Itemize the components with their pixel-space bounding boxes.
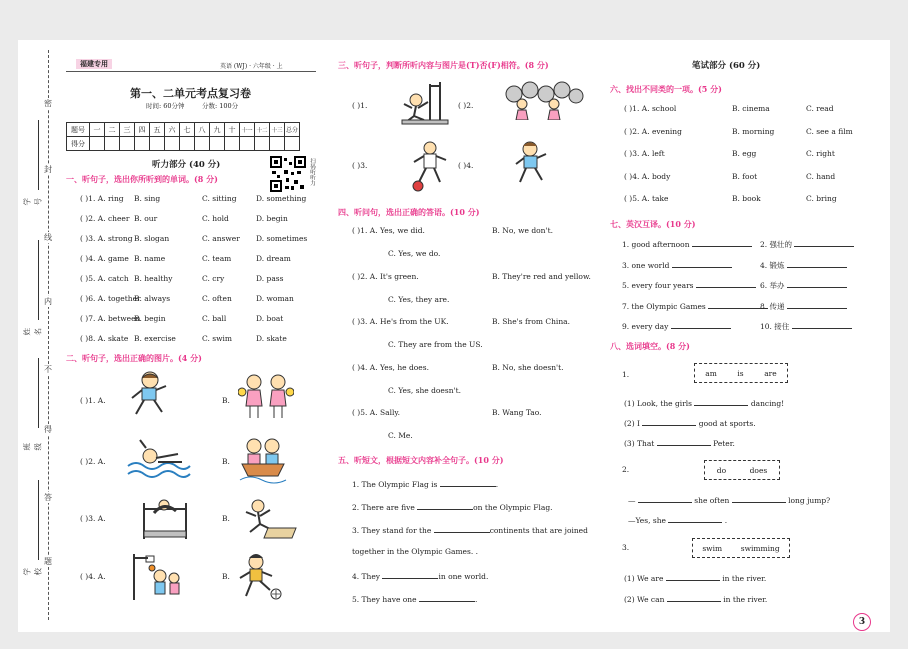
option-text[interactable]: C. swim <box>202 334 233 343</box>
option-text[interactable]: B. egg <box>732 149 757 158</box>
boat-kids-picture <box>238 434 288 484</box>
page-number: 3 <box>853 613 871 631</box>
option-a[interactable]: ( )4. A. Yes, he does. <box>352 362 429 372</box>
running-kid-picture <box>512 140 550 188</box>
soccer-boy-picture <box>410 140 450 192</box>
swimming-boy-picture <box>126 436 192 482</box>
answer-blank[interactable] <box>417 501 473 510</box>
option-text[interactable]: C. ball <box>202 314 227 323</box>
option-text[interactable]: ( )2. A. cheer <box>80 214 130 223</box>
subject-line: 英语 (WJ) · 六年级 · 上 <box>220 63 283 70</box>
option-text[interactable]: C. right <box>806 149 835 158</box>
list-item <box>624 194 884 217</box>
option-text[interactable]: B. sing <box>134 194 161 203</box>
basketball-kids-picture <box>130 550 182 602</box>
s8-g1-line1: (1) Look, the girls dancing! <box>624 399 785 408</box>
section-3-title: 三、听句子，判断所听内容与图片是(T)否(F)相符。(8 分) <box>338 60 549 70</box>
long-jump-picture <box>238 498 298 540</box>
s8-g2-line2: —Yes, she . <box>628 516 728 525</box>
seal-char: 封 <box>44 165 52 174</box>
option-text[interactable]: D. boat <box>256 314 284 323</box>
qr-caption: 扫码听听力 <box>309 158 315 186</box>
answer-blank[interactable] <box>787 300 847 309</box>
s8-g1-line2: (2) I good at sports. <box>624 419 756 428</box>
answer-blank[interactable] <box>440 478 496 487</box>
option-text[interactable]: C. cry <box>202 274 225 283</box>
answer-blank[interactable] <box>667 593 721 602</box>
answer-blank[interactable] <box>671 320 731 329</box>
sentence: 4. They in one world. <box>352 572 489 581</box>
option-text[interactable]: B. healthy <box>134 274 173 283</box>
seal-char: 密 <box>44 99 52 108</box>
s2-q1-label: ( )1. A. <box>80 396 106 405</box>
section-5-title: 五、听短文，根据短文内容补全句子。(10 分) <box>338 455 504 465</box>
option-text[interactable]: C. read <box>806 104 834 113</box>
binding-margin <box>18 40 66 632</box>
class-label: 班级 <box>22 443 43 451</box>
answer-blank[interactable] <box>419 593 475 602</box>
option-text[interactable]: B. begin <box>134 314 166 323</box>
s8-group3-wordbox: swim swimming <box>692 538 790 558</box>
option-text[interactable]: B. our <box>134 214 158 223</box>
s8-g1-line3: (3) That Peter. <box>624 439 735 448</box>
school-label: 学校 <box>22 568 43 576</box>
answer-blank[interactable] <box>787 279 847 288</box>
option-c[interactable]: C. Yes, we do. <box>388 249 441 258</box>
option-a[interactable]: ( )1. A. Yes, we did. <box>352 226 425 235</box>
seal-char: 内 <box>44 297 52 306</box>
running-boy-picture <box>128 370 170 420</box>
cheerleaders-picture <box>504 80 584 120</box>
option-text[interactable]: B. slogan <box>134 234 170 243</box>
writing-title: 笔试部分 (60 分) <box>692 61 761 71</box>
name-label: 姓名 <box>22 328 43 336</box>
list-item <box>352 317 602 363</box>
option-c[interactable]: C. Yes, she doesn't. <box>388 385 461 395</box>
s8-group1-wordbox: am is are <box>694 363 788 383</box>
s2-q3-label: ( )3. A. <box>80 514 106 523</box>
option-text[interactable]: C. hold <box>202 214 229 223</box>
option-text[interactable]: ( )3. A. strong <box>80 234 133 243</box>
score-info: 分数: 100分 <box>202 102 239 110</box>
s8-g2-line1: — she often long jump? <box>628 496 831 505</box>
option-text[interactable]: ( )5. A. take <box>624 194 669 203</box>
option-text[interactable]: B. always <box>134 294 171 303</box>
option-text[interactable]: C. often <box>202 294 232 303</box>
answer-blank[interactable] <box>668 514 722 523</box>
section-4-title: 四、听问句，选出正确的答语。(10 分) <box>338 207 480 217</box>
s2-q2-label: ( )2. A. <box>80 457 106 466</box>
term-text: 6. 举办 <box>760 281 785 290</box>
option-text[interactable]: ( )3. A. left <box>624 149 665 158</box>
s8-group1-num: 1. <box>622 370 630 379</box>
option-a[interactable]: ( )5. A. Sally. <box>352 408 400 417</box>
list-item <box>352 363 602 409</box>
option-text[interactable]: C. hand <box>806 171 836 181</box>
section-2-title: 二、听句子，选出正确的图片。(4 分) <box>66 353 202 363</box>
list-item <box>80 334 320 354</box>
list-item <box>80 254 320 274</box>
list-item <box>352 272 602 318</box>
list-item <box>624 127 884 150</box>
option-a[interactable]: ( )2. A. It's green. <box>352 271 419 281</box>
list-item <box>622 320 882 341</box>
answer-blank[interactable] <box>657 437 711 446</box>
answer-blank[interactable] <box>382 570 438 579</box>
option-text[interactable]: ( )7. A. between <box>80 314 141 323</box>
answer-blank[interactable] <box>638 494 692 503</box>
list-item <box>352 408 602 454</box>
high-jump-picture <box>138 495 192 539</box>
s2-q1-b-label: B. <box>222 396 230 405</box>
option-text[interactable]: D. dream <box>256 254 291 263</box>
list-item <box>80 214 320 234</box>
section-1-list <box>80 194 320 354</box>
time-info: 时间: 60分钟 <box>146 102 185 110</box>
option-text[interactable]: B. foot <box>732 171 758 181</box>
option-text[interactable]: D. skate <box>256 334 287 343</box>
term-text: 7. the Olympic Games <box>622 301 706 311</box>
option-b[interactable]: B. Wang Tao. <box>492 408 542 417</box>
list-item <box>622 238 882 259</box>
option-text[interactable]: ( )2. A. evening <box>624 126 682 136</box>
listening-title: 听力部分 (40 分) <box>152 160 221 170</box>
option-text[interactable]: C. see a film <box>806 126 853 136</box>
score-table: 题号 一 二 三 四 五 六 七 八 九 十 十一 十二 十三 总分 得分 <box>66 122 300 151</box>
option-text[interactable]: ( )1. A. school <box>624 104 677 113</box>
option-text[interactable]: C. bring <box>806 194 837 203</box>
option-text[interactable]: ( )4. A. body <box>624 171 671 181</box>
option-text[interactable]: C. sitting <box>202 194 237 203</box>
s2-q4-b-label: B. <box>222 572 230 581</box>
option-b[interactable]: B. No, we don't. <box>492 226 553 235</box>
s2-q3-b-label: B. <box>222 514 230 523</box>
section-7-title: 七、英汉互译。(10 分) <box>610 219 696 229</box>
list-item <box>80 274 320 294</box>
list-item <box>80 314 320 334</box>
option-text[interactable]: D. begin <box>256 214 288 223</box>
list-item <box>622 279 882 300</box>
option-text[interactable]: D. pass <box>256 274 284 283</box>
answer-blank[interactable] <box>732 494 786 503</box>
term-text: 9. every day <box>622 322 669 331</box>
term-text: 1. good afternoon <box>622 240 690 249</box>
list-item <box>622 300 882 321</box>
section-5-list <box>352 478 612 616</box>
option-text[interactable]: C. team <box>202 254 232 263</box>
option-text[interactable]: D. woman <box>256 294 294 303</box>
term-text: 3. one world <box>622 260 670 270</box>
option-text[interactable]: D. sometimes <box>256 234 308 243</box>
seal-char: 不 <box>44 365 52 374</box>
option-text[interactable]: B. morning <box>732 126 775 136</box>
option-text[interactable]: ( )5. A. catch <box>80 274 129 283</box>
sentence: 3. They stand for the continents that are joined <box>352 526 588 535</box>
s3-q3-label: ( )3. <box>352 161 368 170</box>
option-b[interactable]: B. No, she doesn't. <box>492 362 564 372</box>
seal-char: 答 <box>44 493 52 502</box>
term-text: 10. 接住 <box>760 322 790 331</box>
hurdle-picture <box>400 80 452 126</box>
seal-char: 得 <box>44 425 52 434</box>
s2-q4-label: ( )4. A. <box>80 572 106 581</box>
option-text[interactable]: C. answer <box>202 234 240 243</box>
s8-g3-line1: (1) We are in the river. <box>624 574 767 583</box>
answer-blank[interactable] <box>792 320 852 329</box>
answer-blank[interactable] <box>787 259 847 268</box>
s2-q2-b-label: B. <box>222 457 230 466</box>
option-text[interactable]: ( )8. A. skate <box>80 334 129 343</box>
list-item <box>624 104 884 127</box>
student-number-label: 学号 <box>22 198 43 206</box>
qr-code[interactable] <box>270 156 306 192</box>
list-item <box>80 194 320 214</box>
option-c[interactable]: C. Me. <box>388 431 413 440</box>
term-text: 2. 强壮的 <box>760 240 793 249</box>
answer-blank[interactable] <box>642 417 696 426</box>
option-c[interactable]: C. They are from the US. <box>388 340 483 349</box>
answer-blank[interactable] <box>434 524 490 533</box>
section-6-list <box>624 104 884 217</box>
sentence: 1. The Olympic Flag is . <box>352 480 499 489</box>
s3-q4-label: ( )4. <box>458 161 474 170</box>
option-text[interactable]: D. something <box>256 194 307 203</box>
s3-q2-label: ( )2. <box>458 101 474 110</box>
option-text[interactable]: B. cinema <box>732 104 770 113</box>
section-8-title: 八、选词填空。(8 分) <box>610 341 690 351</box>
term-text: 4. 锻炼 <box>760 260 785 270</box>
cheering-girls-picture <box>238 370 294 420</box>
s3-q1-label: ( )1. <box>352 101 368 110</box>
answer-blank[interactable] <box>672 259 732 268</box>
list-item <box>624 149 884 172</box>
seal-char: 线 <box>44 233 52 242</box>
answer-blank[interactable] <box>694 397 748 406</box>
list-item <box>80 234 320 254</box>
section-7-list <box>622 238 882 341</box>
answer-blank[interactable] <box>666 572 720 581</box>
list-item <box>352 226 602 272</box>
option-b[interactable]: B. She's from China. <box>492 317 571 326</box>
seal-char: 题 <box>44 557 52 566</box>
s8-group2-wordbox: do does <box>704 460 780 480</box>
s8-g3-line2: (2) We can in the river. <box>624 595 768 604</box>
exam-sheet <box>18 40 890 632</box>
s8-group3-num: 3. <box>622 543 630 552</box>
edition-badge: 福建专用 <box>76 59 112 69</box>
football-boy-picture <box>232 552 286 602</box>
section-1-title: 一、听句子，选出你所听到的单词。(8 分) <box>66 174 218 184</box>
option-text[interactable]: ( )4. A. game <box>80 254 129 263</box>
sentence: 2. There are five on the Olympic Flag. <box>352 503 553 512</box>
answer-blank[interactable] <box>696 279 756 288</box>
option-a[interactable]: ( )3. A. He's from the UK. <box>352 317 449 326</box>
s8-group2-num: 2. <box>622 465 630 474</box>
option-text[interactable]: B. book <box>732 194 761 203</box>
sentence: together in the Olympic Games. . <box>352 547 478 556</box>
list-item <box>622 259 882 280</box>
option-text[interactable]: ( )1. A. ring <box>80 194 124 203</box>
term-text: 5. every four years <box>622 281 694 290</box>
option-b[interactable]: B. They're red and yellow. <box>492 271 591 281</box>
section-4-list <box>352 226 602 454</box>
option-c[interactable]: C. Yes, they are. <box>388 294 450 304</box>
term-text: 8. 传递 <box>760 301 785 311</box>
option-text[interactable]: B. exercise <box>134 334 176 343</box>
page-title: 第一、二单元考点复习卷 <box>130 87 251 100</box>
answer-blank[interactable] <box>692 238 752 247</box>
option-text[interactable]: B. name <box>134 254 166 263</box>
answer-blank[interactable] <box>794 238 854 247</box>
sentence: 5. They have one . <box>352 595 478 604</box>
list-item <box>80 294 320 314</box>
list-item <box>624 172 884 195</box>
option-text[interactable]: ( )6. A. together <box>80 294 141 303</box>
section-6-title: 六、找出不同类的一项。(5 分) <box>610 84 722 94</box>
